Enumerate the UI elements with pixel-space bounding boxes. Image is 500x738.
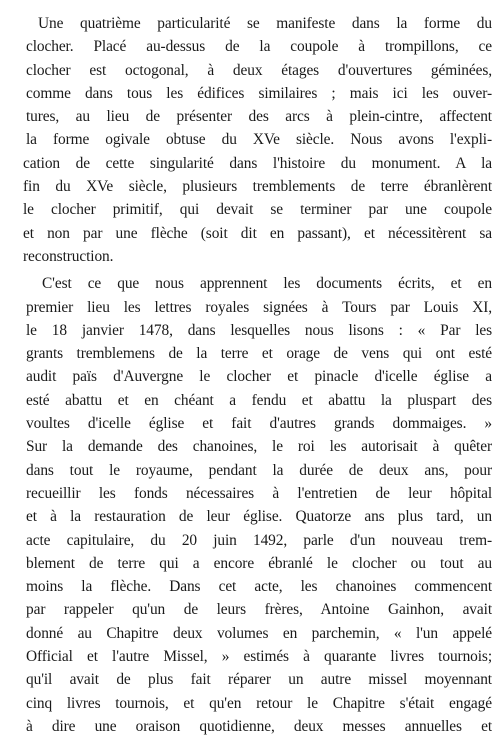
text-line: acte capitulaire, du 20 juin 1492, parle d'un nouveau trem- [26,531,492,549]
text-line: C'est ce que nous apprennent les documents écrits, et en [42,275,492,293]
text-line: cinq livres tournois, et qu'en retour le Chapitre s'était engagé [26,694,492,712]
paragraph-clocher-description [23,12,492,268]
text-line: clocher est octogonal, à deux étages d'ouvertures géminées, [26,61,492,79]
text-line: la forme ogivale obtuse du XVe siècle. Nous avons l'expli- [26,131,492,149]
text-line: grants tremblemens de la terre et orage de vens qui ont esté [26,345,492,363]
text-line: esté abattu et en chéant a fendu et abattu la pluspart des [26,391,492,409]
text-line: voultes d'icelle église et fait d'autres grands dommaiges. » [26,415,492,433]
text-line: à dire une oraison quotidienne, deux messes annuelles et [26,717,492,735]
text-line: dans tout le royaume, pendant la durée de deux ans, pour [26,461,492,479]
text-line: recueillir les fonds nécessaires à l'entretien de leur hôpital [26,484,492,502]
text-line: premier lieu les lettres royales signées à Tours par Louis XI, [26,298,492,316]
text-line: fin du XVe siècle, plusieurs tremblements de terre ébranlèrent [23,178,492,196]
text-line: et à la restauration de leur église. Quatorze ans plus tard, un [26,508,492,526]
text-line: par rappeler qu'un de leurs frères, Antoine Gainhon, avait [26,601,492,619]
text-line: donné au Chapitre deux volumes en parchemin, « l'un appelé [26,624,492,642]
text-line: cation de cette singularité dans l'histoire du monument. A la [23,154,492,172]
text-line: clocher. Placé au-dessus de la coupole à trompillons, ce [26,38,492,56]
text-line: Une quatrième particularité se manifeste dans la forme du [38,15,492,32]
text-line: blement de terre qui a encore ébranlé le clocher ou tout au [26,554,492,572]
text-line: et non par une flèche (soit dit en passant), et nécessitèrent sa [23,224,492,242]
text-line: reconstruction. [23,247,114,265]
text-line: audit païs d'Auvergne le clocher et pinacle d'icelle église a [26,368,492,386]
text-line: Sur la demande des chanoines, le roi les autorisait à quêter [26,438,492,456]
text-line: moins la flèche. Dans cet acte, les chanoines commencent [26,578,492,596]
text-line: qu'il avait de plus fait réparer un autre missel moyennant [26,671,492,689]
text-line: tures, au lieu de présenter des arcs à plein-cintre, affectent [26,108,492,126]
text-line: comme dans tous les édifices similaires ; mais ici les ouver- [26,84,492,102]
text-line: Official et l'autre Missel, » estimés à quarante livres tournois; [26,648,492,666]
paragraph-documents-ecrits [26,272,492,738]
text-line: le clocher primitif, qui devait se terminer par une coupole [23,201,492,219]
text-line: le 18 janvier 1478, dans lesquelles nous lisons : « Par les [26,321,492,339]
